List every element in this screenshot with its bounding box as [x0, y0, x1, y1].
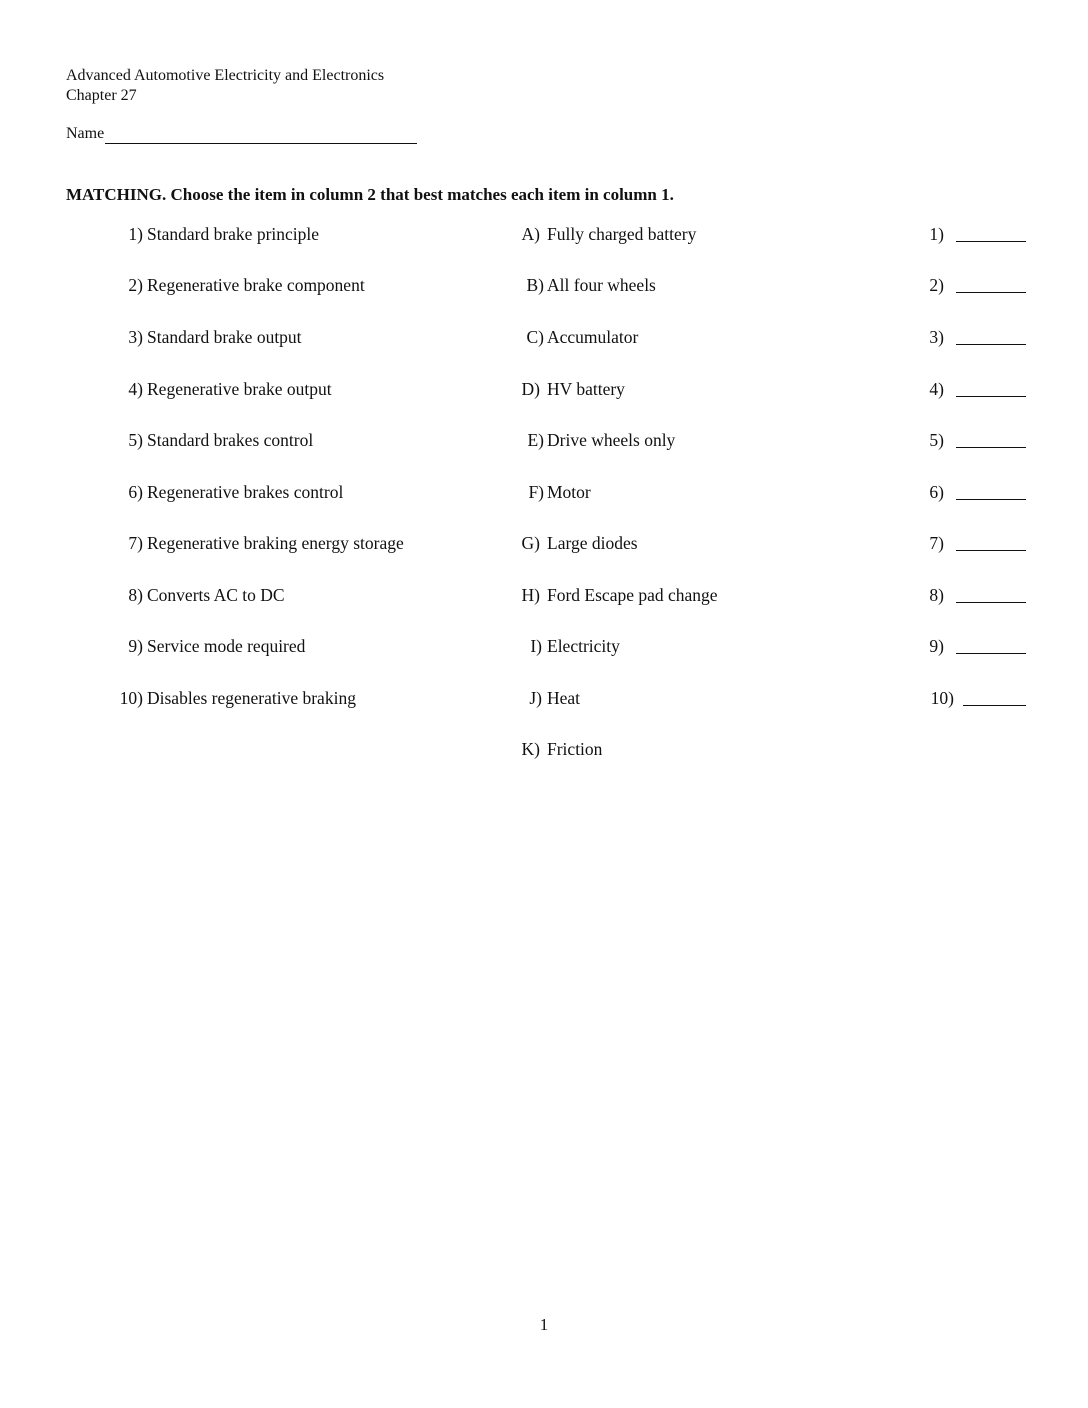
answer-number: 3) — [929, 327, 944, 347]
column1-item: Regenerative brakes control — [147, 482, 344, 502]
answer-number: 4) — [929, 379, 944, 399]
answer-blank[interactable] — [956, 241, 1026, 242]
column2-letter: D) — [521, 379, 540, 399]
matching-row — [0, 273, 1088, 297]
matching-row — [0, 428, 1088, 452]
answer-blank[interactable] — [956, 344, 1026, 345]
matching-row — [0, 634, 1088, 658]
column1-number: 7) — [128, 533, 143, 553]
column1-item: Regenerative braking energy storage — [147, 533, 404, 553]
chapter-label: Chapter 27 — [66, 87, 137, 104]
answer-number: 6) — [929, 482, 944, 502]
column1-item: Standard brakes control — [147, 430, 314, 450]
answer-number: 9) — [929, 636, 944, 656]
matching-row — [0, 325, 1088, 349]
column2-item: Ford Escape pad change — [547, 585, 718, 605]
column1-number: 3) — [128, 327, 143, 347]
column1-item: Standard brake output — [147, 327, 302, 347]
answer-number: 7) — [929, 533, 944, 553]
answer-number: 2) — [929, 275, 944, 295]
column2-item: All four wheels — [547, 275, 656, 295]
column1-number: 2) — [128, 275, 143, 295]
answer-blank[interactable] — [956, 499, 1026, 500]
column1-item: Regenerative brake output — [147, 379, 332, 399]
column1-item: Service mode required — [147, 636, 306, 656]
matching-row — [0, 583, 1088, 607]
column1-number: 8) — [128, 585, 143, 605]
column2-letter: E) — [527, 430, 544, 450]
column2-item: Friction — [547, 739, 603, 759]
column2-letter: A) — [521, 224, 540, 244]
matching-row — [0, 737, 1088, 761]
matching-row — [0, 480, 1088, 504]
column2-item: Heat — [547, 688, 581, 708]
column2-letter: H) — [521, 585, 540, 605]
course-title: Advanced Automotive Electricity and Electronics — [66, 67, 385, 84]
matching-row — [0, 222, 1088, 246]
column2-letter: B) — [526, 275, 544, 295]
answer-blank[interactable] — [963, 705, 1026, 706]
name-label: Name — [66, 125, 105, 142]
column2-item: Fully charged battery — [547, 224, 697, 244]
column2-item: Electricity — [547, 636, 620, 656]
column1-number: 6) — [128, 482, 143, 502]
answer-blank[interactable] — [956, 653, 1026, 654]
column1-number: 5) — [128, 430, 143, 450]
answer-blank[interactable] — [956, 602, 1026, 603]
matching-row — [0, 531, 1088, 555]
answer-number: 10) — [930, 688, 954, 708]
answer-blank[interactable] — [956, 550, 1026, 551]
page-number: 1 — [539, 1315, 549, 1334]
column2-letter: G) — [521, 533, 540, 553]
answer-number: 1) — [929, 224, 944, 244]
column2-letter: I) — [530, 636, 542, 656]
column2-letter: K) — [521, 739, 540, 759]
matching-row — [0, 377, 1088, 401]
column1-number: 10) — [119, 688, 143, 708]
name-field-row — [66, 124, 417, 144]
column1-number: 9) — [128, 636, 143, 656]
column2-letter: J) — [529, 688, 542, 708]
column2-item: Drive wheels only — [547, 430, 676, 450]
column1-item: Standard brake principle — [147, 224, 320, 244]
answer-blank[interactable] — [956, 292, 1026, 293]
matching-instructions: MATCHING. Choose the item in column 2 that best matches each item in column 1. — [66, 185, 674, 204]
column2-letter: F) — [528, 482, 544, 502]
column2-item: HV battery — [547, 379, 625, 399]
column2-letter: C) — [526, 327, 544, 347]
column2-item: Motor — [547, 482, 591, 502]
column1-item: Disables regenerative braking — [147, 688, 356, 708]
column1-item: Regenerative brake component — [147, 275, 365, 295]
name-input-line[interactable] — [105, 125, 417, 144]
answer-blank[interactable] — [956, 396, 1026, 397]
matching-row — [0, 686, 1088, 710]
answer-number: 8) — [929, 585, 944, 605]
column1-number: 1) — [128, 224, 143, 244]
answer-number: 5) — [929, 430, 944, 450]
column1-number: 4) — [128, 379, 143, 399]
column2-item: Accumulator — [547, 327, 639, 347]
column1-item: Converts AC to DC — [147, 585, 285, 605]
answer-blank[interactable] — [956, 447, 1026, 448]
column2-item: Large diodes — [547, 533, 638, 553]
